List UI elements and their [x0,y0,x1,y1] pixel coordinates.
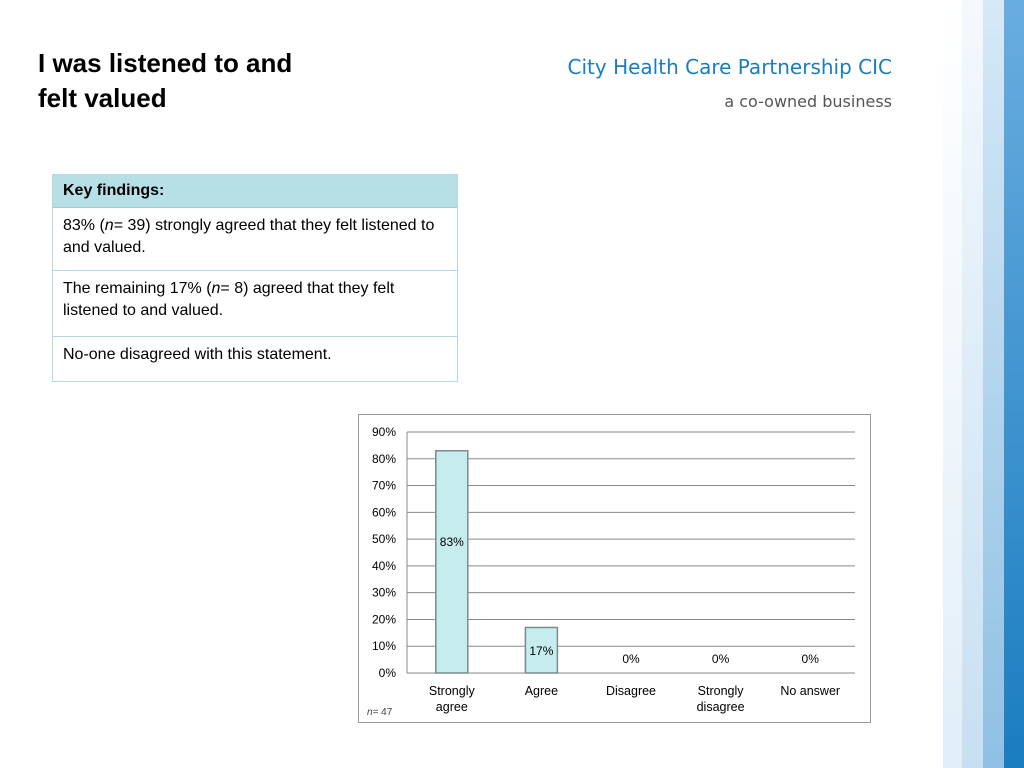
finding-row [53,208,457,271]
n-label: n [211,280,221,297]
data-label: 0% [711,652,730,666]
y-tick-label: 70% [371,478,396,493]
key-findings-table [52,174,458,382]
data-label: 0% [801,652,819,666]
x-tick-label: No answer [780,684,841,698]
data-label: 17% [529,644,554,659]
finding-row [53,337,457,381]
y-tick-label: 50% [371,532,396,547]
chart-svg [359,415,872,724]
bar [436,451,468,673]
x-tick-label: Strongly [428,684,475,698]
x-tick-label: Strongly [697,684,744,698]
finding-text: No-one disagreed with this statement. [63,346,332,363]
x-tick-label: Disagree [605,684,657,698]
key-findings-header: Key findings: [53,175,457,208]
y-tick-label: 10% [371,639,396,654]
stripe [943,0,962,768]
stripe [1004,0,1024,768]
y-tick-label: 40% [371,558,396,573]
data-label: 83% [439,534,464,549]
finding-row [53,271,457,337]
brand-tagline: a co-owned business [724,92,892,111]
n-label: n [104,217,114,234]
y-tick-label: 20% [371,612,396,627]
decorative-stripes [943,0,1024,768]
y-tick-label: 30% [371,585,396,600]
page-title: I was listened to and felt valued [38,48,293,113]
finding-text: The remaining 17% ( [63,280,212,297]
n-label: n [367,707,373,718]
finding-text: 83% ( [63,217,105,234]
finding-text: = 8) agreed that they felt listened to and valued. [63,280,395,319]
x-tick-label: disagree [696,700,745,714]
x-tick-label: Agree [524,684,559,698]
finding-text: = 39) strongly agreed that they felt listened to and valued. [63,217,435,256]
sample-size-note [367,707,392,718]
stripe [983,0,1004,768]
y-tick-label: 0% [378,666,396,680]
bar-chart [358,414,871,723]
brand-name: City Health Care Partnership CIC [567,55,892,79]
y-tick-label: 90% [371,425,396,439]
y-tick-label: 80% [371,451,396,466]
y-tick-label: 60% [371,505,396,520]
n-value: = 47 [372,707,393,718]
stripe [962,0,983,768]
x-tick-label: agree [435,700,468,714]
data-label: 0% [622,652,640,666]
